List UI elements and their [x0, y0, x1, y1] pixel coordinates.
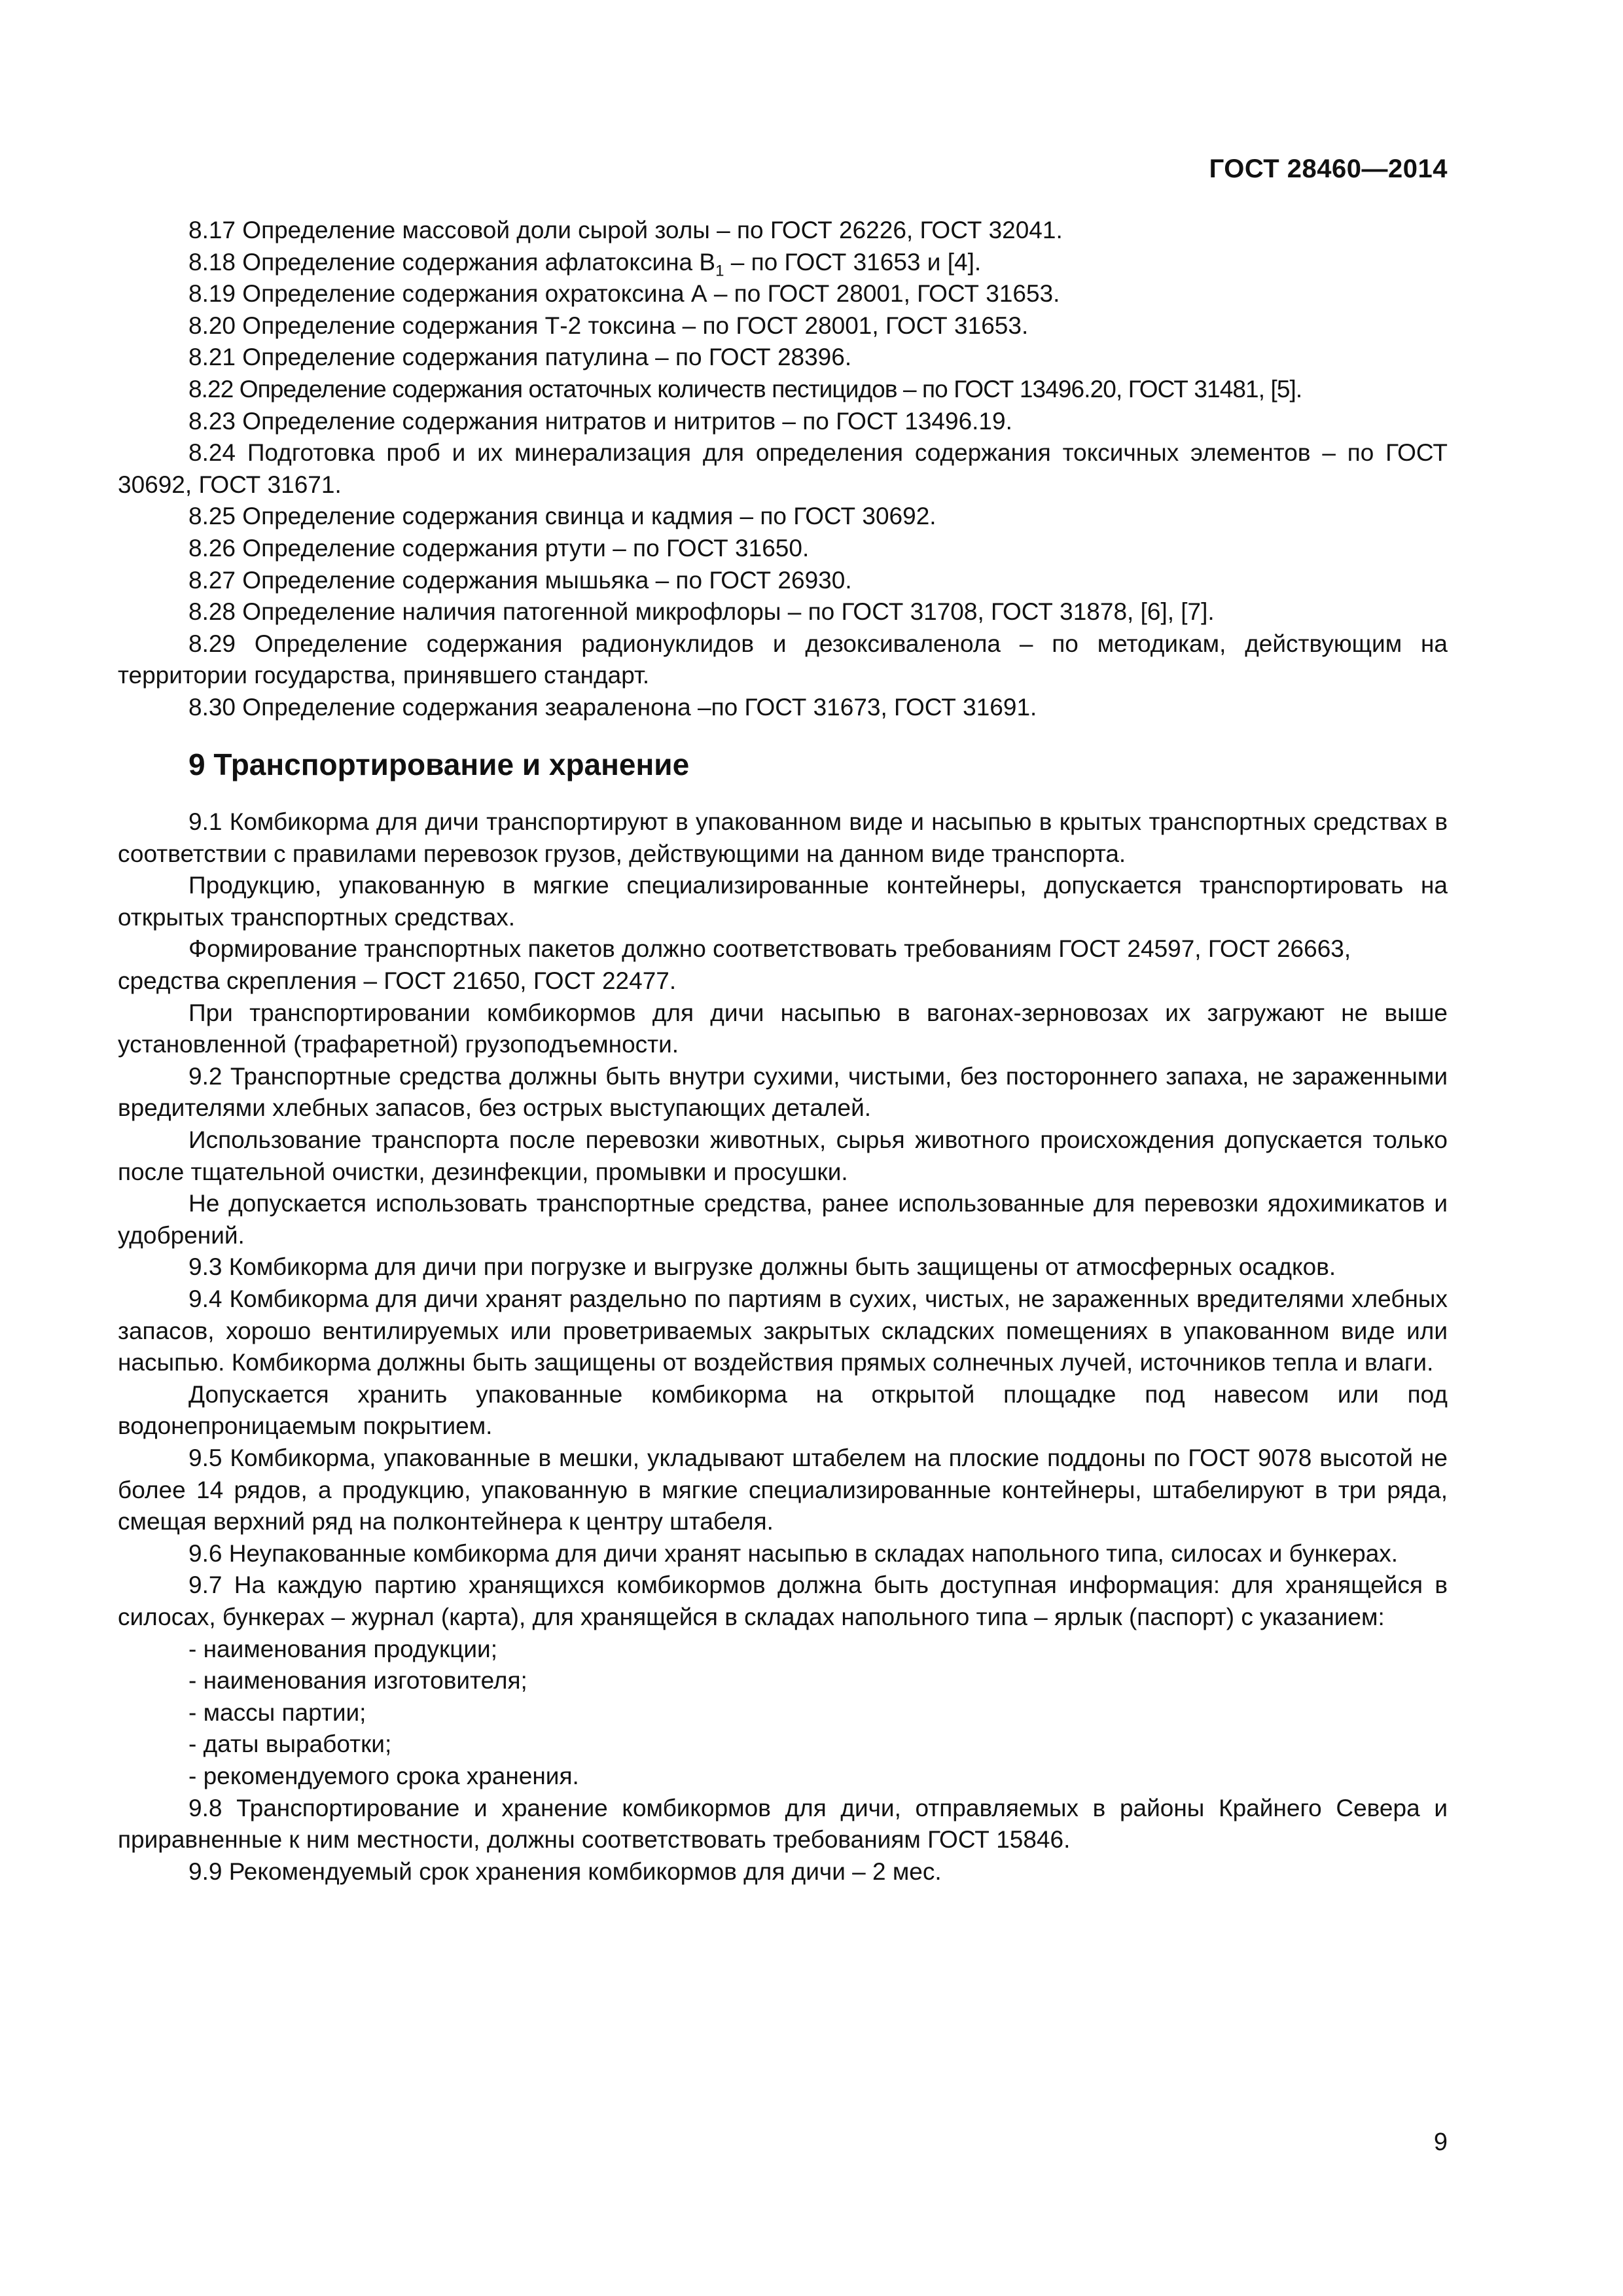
paragraph-8-23: 8.23 Определение содержания нитратов и нитритов – по ГОСТ 13496.19. [188, 407, 1012, 435]
paragraph-8-27: 8.27 Определение содержания мышьяка – по ГОСТ 26930. [188, 566, 852, 594]
paragraph-8-20: 8.20 Определение содержания Т-2 токсина – по ГОСТ 28001, ГОСТ 31653. [188, 312, 1029, 339]
page-number: 9 [1433, 2128, 1448, 2156]
paragraph-9-2: 9.2 Транспортные средства должны быть внутри сухими, чистыми, без постороннего запаха, не зараженными вредителями хлебных запасов, без острых выступающих деталей. [118, 1062, 1448, 1122]
paragraph-8-17: 8.17 Определение массовой доли сырой золы – по ГОСТ 26226, ГОСТ 32041. [188, 217, 1063, 243]
paragraph-9-5: 9.5 Комбикорма, упакованные в мешки, укладывают штабелем на плоские поддоны по ГОСТ 9078 высотой не более 14 рядов, а продукцию, упакованную в мягкие специализированные контейнеры, штабелируют в три ряда, смещая верхний ряд на полконтейнера к центру штабеля. [118, 1444, 1448, 1535]
paragraph-8-18 [118, 247, 1448, 279]
page-body [118, 215, 1448, 1888]
paragraph-9-2-b: Использование транспорта после перевозки животных, сырья животного происхождения допускается только после тщательной очистки, дезинфекции, промывки и просушки. [118, 1126, 1448, 1185]
paragraph-8-26: 8.26 Определение содержания ртути – по ГОСТ 31650. [188, 534, 810, 562]
list-item: - наименования продукции; [188, 1635, 498, 1662]
section-9-body [118, 806, 1448, 1888]
section-8-items [118, 215, 1448, 724]
paragraph-8-24: 8.24 Подготовка проб и их минерализация для определения содержания токсичных элементов – по ГОСТ 30692, ГОСТ 31671. [118, 439, 1448, 498]
paragraph-8-18-text: 8.18 Определение содержания афлатоксина В [188, 248, 716, 276]
list-item: - даты выработки; [188, 1731, 392, 1758]
paragraph-9-7: 9.7 На каждую партию хранящихся комбикормов должна быть доступная информация: для хранящейся в силосах, бункерах – журнал (карта), для хранящейся в складах напольного типа – ярлык (паспорт) с указанием: [118, 1571, 1448, 1630]
label-requirements-list [118, 1634, 1448, 1793]
paragraph-8-29: 8.29 Определение содержания радионуклидов и дезоксиваленола – по методикам, действующим на территории государства, принявшего стандарт. [118, 630, 1448, 689]
list-item: - наименования изготовителя; [188, 1667, 527, 1695]
paragraph-9-3: 9.3 Комбикорма для дичи при погрузке и выгрузке должны быть защищены от атмосферных осадков. [188, 1253, 1336, 1281]
paragraph-9-1-c: Формирование транспортных пакетов должно соответствовать требованиям ГОСТ 24597, ГОСТ 26663, средства скрепления – ГОСТ 21650, ГОСТ 22477. [118, 935, 1351, 995]
paragraph-9-8: 9.8 Транспортирование и хранение комбикормов для дичи, отправляемых в районы Крайнего Севера и приравненные к ним местности, должны соответствовать требованиям ГОСТ 15846. [118, 1794, 1448, 1854]
paragraph-8-19: 8.19 Определение содержания охратоксина А – по ГОСТ 28001, ГОСТ 31653. [188, 280, 1060, 308]
paragraph-8-22: 8.22 Определение содержания остаточных количеств пестицидов – по ГОСТ 13496.20, ГОСТ 31481, [5]. [188, 375, 1302, 403]
paragraph-9-2-c: Не допускается использовать транспортные средства, ранее использованные для перевозки ядохимикатов и удобрений. [118, 1190, 1448, 1249]
paragraph-9-6: 9.6 Неупакованные комбикорма для дичи хранят насыпью в складах напольного типа, силосах и бункерах. [188, 1539, 1399, 1567]
paragraph-8-28: 8.28 Определение наличия патогенной микрофлоры – по ГОСТ 31708, ГОСТ 31878, [6], [7]. [188, 598, 1215, 626]
paragraph-9-4: 9.4 Комбикорма для дичи хранят раздельно по партиям в сухих, чистых, не зараженных вредителями хлебных запасов, хорошо вентилируемых или проветриваемых закрытых складских помещениях в упакованном виде или насыпью. Комбикорма должны быть защищены от воздействия прямых солнечных лучей, источников тепла и влаги. [118, 1285, 1448, 1376]
paragraph-8-30: 8.30 Определение содержания зеараленона –по ГОСТ 31673, ГОСТ 31691. [188, 693, 1037, 721]
paragraph-9-4-b: Допускается хранить упакованные комбикорма на открытой площадке под навесом или под водонепроницаемым покрытием. [118, 1380, 1448, 1440]
list-item: - массы партии; [188, 1698, 366, 1726]
document-header: ГОСТ 28460—2014 [1209, 154, 1448, 183]
list-item: - рекомендуемого срока хранения. [188, 1762, 579, 1789]
paragraph-9-1-d: При транспортировании комбикормов для дичи насыпью в вагонах-зерновозах их загружают не выше установленной (трафаретной) грузоподъемности. [118, 999, 1448, 1058]
paragraph-8-18-subscript: 1 [715, 261, 724, 279]
paragraph-9-1-b: Продукцию, упакованную в мягкие специализированные контейнеры, допускается транспортировать на открытых транспортных средствах. [118, 872, 1448, 931]
paragraph-8-25: 8.25 Определение содержания свинца и кадмия – по ГОСТ 30692. [188, 503, 936, 530]
paragraph-9-1: 9.1 Комбикорма для дичи транспортируют в упакованном виде и насыпью в крытых транспортных средствах в соответствии с правилами перевозок грузов, действующими на данном виде транспорта. [118, 808, 1448, 867]
paragraph-9-9: 9.9 Рекомендуемый срок хранения комбикормов для дичи – 2 мес. [188, 1857, 942, 1885]
paragraph-8-21: 8.21 Определение содержания патулина – по ГОСТ 28396. [188, 344, 852, 371]
paragraph-8-18-tail: – по ГОСТ 31653 и [4]. [724, 248, 982, 276]
section-9-title: 9 Транспортирование и хранение [188, 747, 690, 781]
